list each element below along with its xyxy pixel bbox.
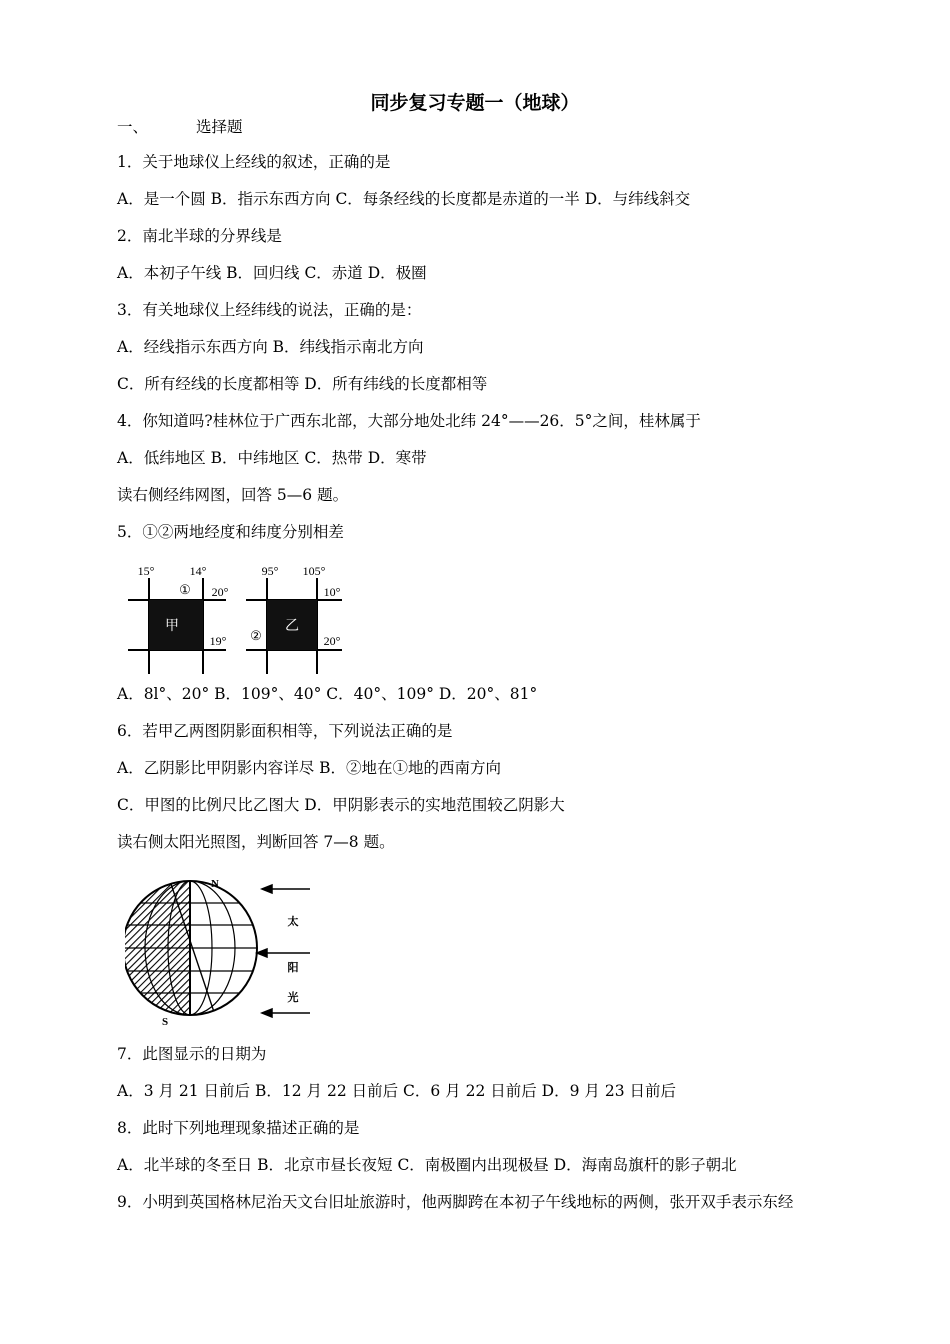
sun-rays <box>257 885 310 1017</box>
grid-left <box>128 564 229 674</box>
lat-lon-grid-figure <box>124 560 354 674</box>
question-6: 6．若甲乙两图阴影面积相等，下列说法正确的是 <box>117 722 453 740</box>
grid-right-lon1: 95° <box>261 564 279 578</box>
question-9: 9．小明到英国格林尼治天文台旧址旅游时，他两脚跨在本初子午线地标的两侧，张开双手表示东经 <box>117 1193 794 1211</box>
question-8: 8．此时下列地理现象描述正确的是 <box>117 1119 360 1137</box>
section-number: 一、 <box>117 118 149 136</box>
question-1-options: A．是一个圆 B．指示东西方向 C．每条经线的长度都是赤道的一半 D．与纬线斜交 <box>117 190 691 208</box>
question-8-options: A．北半球的冬至日 B．北京市昼长夜短 C．南极圈内出现极昼 D．海南岛旗杆的影子朝北 <box>117 1156 737 1174</box>
grid-left-lat1: 20° <box>211 585 229 599</box>
sun-char-3: 光 <box>287 992 299 1004</box>
grid-left-lon2: 14° <box>189 564 207 578</box>
grid-left-lat2: 19° <box>209 634 227 648</box>
question-3-options-a: A．经线指示东西方向 B．纬线指示南北方向 <box>117 338 424 356</box>
grid-right-lat1: 10° <box>323 585 341 599</box>
question-1: 1．关于地球仪上经线的叙述，正确的是 <box>117 153 391 171</box>
grid-right-lon2: 105° <box>302 564 326 578</box>
question-4-options: A．低纬地区 B．中纬地区 C．热带 D．寒带 <box>117 449 427 467</box>
question-6-options-a: A．乙阴影比甲阴影内容详尽 B．②地在①地的西南方向 <box>117 759 502 777</box>
point-1-marker: ① <box>179 582 191 597</box>
instruction-7-8: 读右侧太阳光照图，判断回答 7—8 题。 <box>117 833 395 851</box>
question-4: 4．你知道吗?桂林位于广西东北部，大部分地处北纬 24°——26．5°之间，桂林属于 <box>117 412 701 430</box>
grid-right-lat2: 20° <box>323 634 341 648</box>
section-heading <box>117 117 243 137</box>
point-2-marker: ② <box>250 628 262 643</box>
sun-char-1: 太 <box>287 916 299 928</box>
sun-char-2: 阳 <box>287 962 299 974</box>
grid-left-lon1: 15° <box>137 564 155 578</box>
north-pole-label: N <box>211 878 219 890</box>
section-label: 选择题 <box>196 118 243 136</box>
south-pole-label: S <box>161 1016 169 1028</box>
question-5-options: A．8l°、20° B．109°、40° C．40°、109° D．20°、81° <box>117 685 538 703</box>
question-5: 5．①②两地经度和纬度分别相差 <box>117 523 344 541</box>
question-7: 7．此图显示的日期为 <box>117 1045 267 1063</box>
page-title: 同步复习专题一（地球） <box>370 92 580 114</box>
grid-right <box>246 564 342 674</box>
question-3-options-b: C．所有经线的长度都相等 D．所有纬线的长度都相等 <box>117 375 488 393</box>
question-3: 3．有关地球仪上经纬线的说法，正确的是： <box>117 301 422 319</box>
instruction-5-6: 读右侧经纬网图，回答 5—6 题。 <box>117 486 349 504</box>
globe-icon <box>125 881 257 1015</box>
sunlight-globe-figure <box>125 873 325 1028</box>
grid-left-label: 甲 <box>165 619 179 634</box>
question-6-options-b: C．甲图的比例尺比乙图大 D．甲阴影表示的实地范围较乙阴影大 <box>117 796 565 814</box>
question-2: 2．南北半球的分界线是 <box>117 227 282 245</box>
grid-right-label: 乙 <box>285 619 299 634</box>
question-2-options: A．本初子午线 B．回归线 C．赤道 D．极圈 <box>117 264 427 282</box>
question-7-options: A．3 月 21 日前后 B．12 月 22 日前后 C．6 月 22 日前后 D．9 月 23 日前后 <box>117 1082 676 1100</box>
